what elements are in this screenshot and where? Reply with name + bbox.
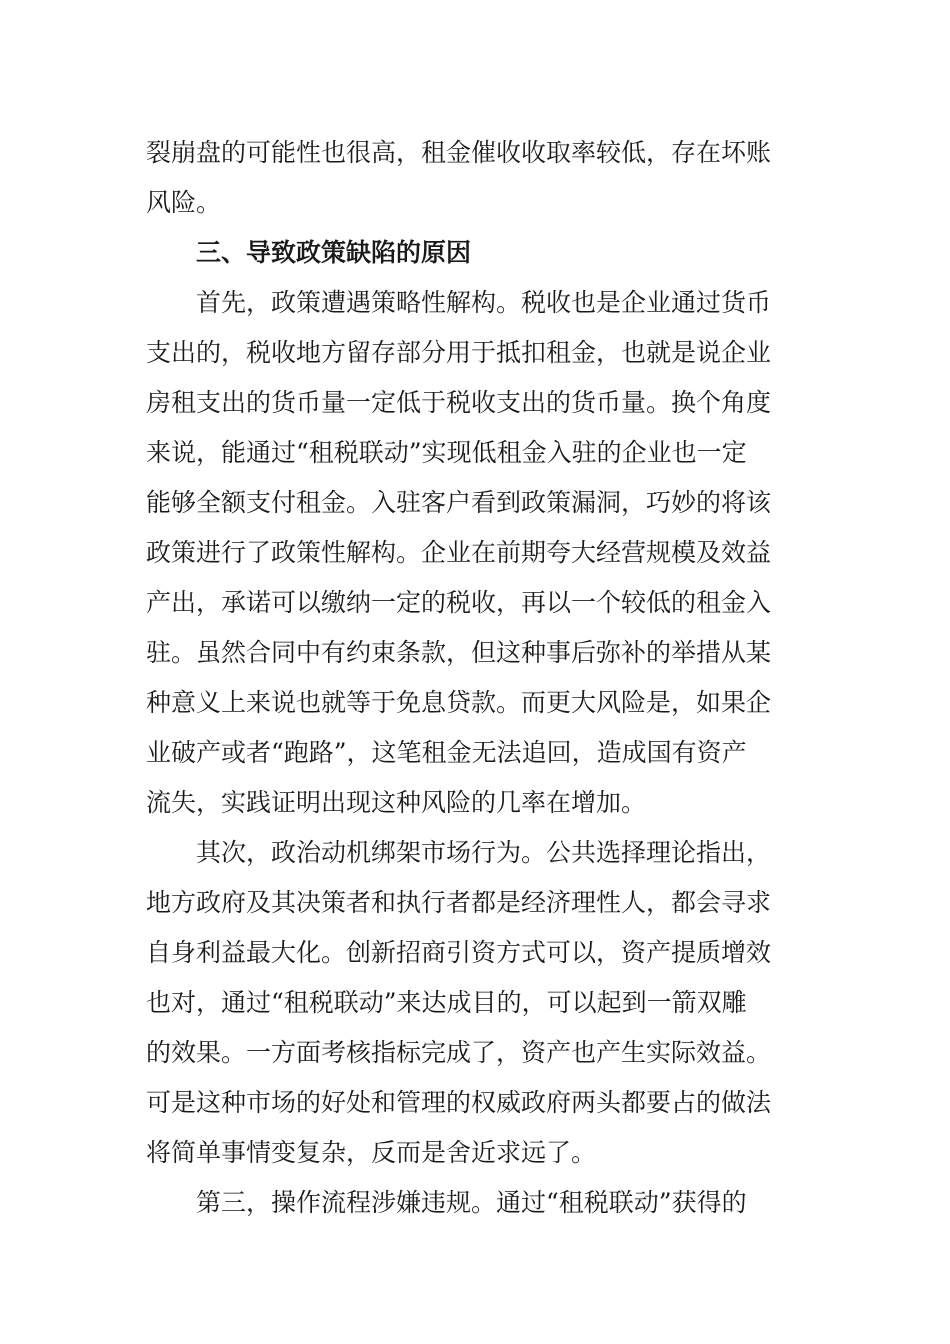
paragraph-line: 可是这种市场的好处和管理的权威政府两头都要占的做法 [146,1088,772,1117]
paragraph-line: 能够全额支付租金。入驻客户看到政策漏洞，巧妙的将该 [146,488,772,517]
paragraph-line: 的效果。一方面考核指标完成了，资产也产生实际效益。 [146,1038,772,1067]
paragraph-line: 也对，通过“租税联动”来达成目的，可以起到一箭双雕 [146,988,747,1017]
paragraph-line: 风险。 [146,188,222,217]
paragraph-line: 房租支出的货币量一定低于税收支出的货币量。换个角度 [146,388,772,417]
paragraph-line: 第三，操作流程涉嫌违规。通过“租税联动”获得的 [196,1188,747,1217]
paragraph-line: 产出，承诺可以缴纳一定的税收，再以一个较低的租金入 [146,588,772,617]
paragraph-line: 支出的，税收地方留存部分用于抵扣租金，也就是说企业 [146,338,772,367]
paragraph-line: 驻。虽然合同中有约束条款，但这种事后弥补的举措从某 [146,638,772,667]
paragraph-line: 地方政府及其决策者和执行者都是经济理性人，都会寻求 [146,888,772,917]
paragraph-line: 流失，实践证明出现这种风险的几率在增加。 [146,788,647,817]
paragraph-line: 种意义上来说也就等于免息贷款。而更大风险是，如果企 [146,688,772,717]
paragraph-line: 政策进行了政策性解构。企业在前期夸大经营规模及效益 [146,538,772,567]
paragraph-line: 来说，能通过“租税联动”实现低租金入驻的企业也一定 [146,438,747,467]
section-heading: 三、导致政策缺陷的原因 [196,238,472,267]
paragraph-line: 首先，政策遭遇策略性解构。税收也是企业通过货币 [196,288,772,317]
paragraph-line: 业破产或者“跑路”，这笔租金无法追回，造成国有资产 [146,738,747,767]
paragraph-line: 其次，政治动机绑架市场行为。公共选择理论指出， [196,838,772,867]
paragraph-line: 自身利益最大化。创新招商引资方式可以，资产提质增效 [146,938,772,967]
paragraph-line: 将简单事情变复杂，反而是舍近求远了。 [146,1138,597,1167]
paragraph-line: 裂崩盘的可能性也很高，租金催收收取率较低，存在坏账 [146,138,772,167]
